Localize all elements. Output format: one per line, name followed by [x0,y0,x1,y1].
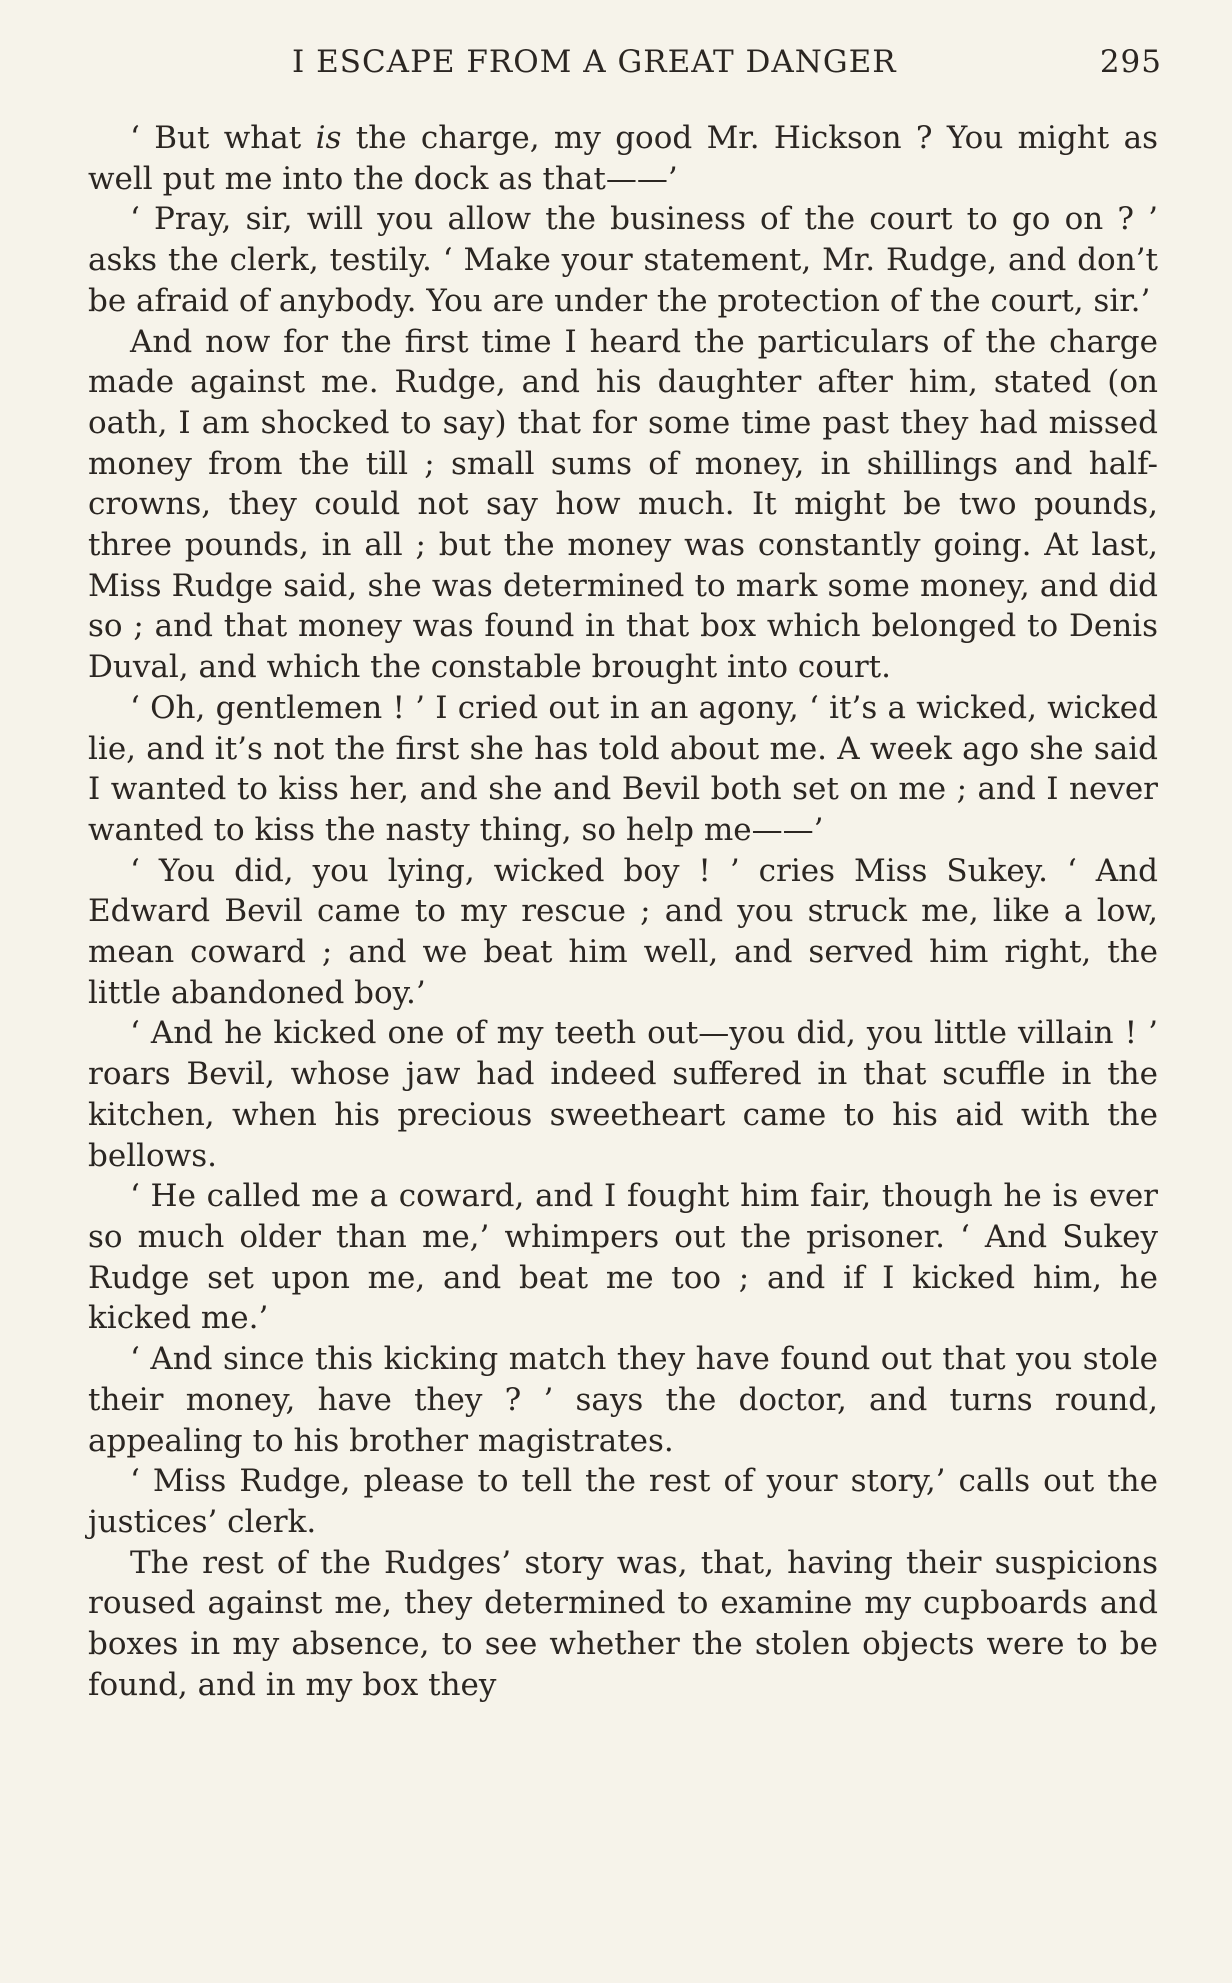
paragraph-1-before: ‘ But what [130,120,316,156]
paragraph-1 [88,118,1158,199]
paragraph-3: And now for the first time I heard the particulars of the charge made against me. Rudge, and his daughter after him, stated (on oath, I am shocked to say) that for some time past they had missed money from the till ; small sums of money, in shillings and half-crowns, they could not say how much. It might be two pounds, three pounds, in all ; but the money was constantly going. At last, Miss Rudge said, she was determined to mark some money, and did so ; and that money was found in that box which belonged to Denis Duval, and which the constable brought into court. [88,323,1158,686]
paragraph-10: The rest of the Rudges’ story was, that, having their suspicions roused against me, they determined to examine my cupboards and boxes in my absence, to see whether the stolen objects were to be found, and in my box they [88,1544,1158,1703]
body-text [88,118,1158,1705]
running-head [82,42,1162,82]
paragraph-9: ‘ Miss Rudge, please to tell the rest of your story,’ calls out the justices’ clerk. [88,1463,1158,1540]
page-number: 295 [1099,44,1162,80]
paragraph-8: ‘ And since this kicking match they have found out that you stole their money, have they ? ’ says the doctor, and turns round, appealing to his brother magistrates. [88,1341,1158,1459]
paragraph-7: ‘ He called me a coward, and I fought him fair, though he is ever so much older than me,’ whimpers out the prisoner. ‘ And Sukey Rudge set upon me, and beat me too ; and if I kicked him, he kicked me.’ [88,1178,1158,1337]
chapter-running-title: I ESCAPE FROM A GREAT DANGER [292,44,897,80]
paragraph-1-emphasis: is [315,120,342,156]
paragraph-4: ‘ Oh, gentlemen ! ’ I cried out in an agony, ‘ it’s a wicked, wicked lie, and it’s not the first she has told about me. A week ago she said I wanted to kiss her, and she and Bevil both set on me ; and I never wanted to kiss the nasty thing, so help me——’ [88,689,1158,848]
paragraph-2: ‘ Pray, sir, will you allow the business of the court to go on ? ’ asks the clerk, testily. ‘ Make your statement, Mr. Rudge, and don’t be afraid of anybody. You are under the protection of the court, sir.’ [88,201,1158,319]
paragraph-1-after: the charge, my good Mr. Hickson ? You might as well put me into the dock as that——’ [88,120,1158,197]
paragraph-5: ‘ You did, you lying, wicked boy ! ’ cries Miss Sukey. ‘ And Edward Bevil came to my rescue ; and you struck me, like a low, mean coward ; and we beat him well, and served him right, the little abandoned boy.’ [88,852,1158,1011]
paragraph-6: ‘ And he kicked one of my teeth out—you did, you little villain ! ’ roars Bevil, whose jaw had indeed suffered in that scuffle in the kitchen, when his precious sweetheart came to his aid with the bellows. [88,1015,1158,1174]
